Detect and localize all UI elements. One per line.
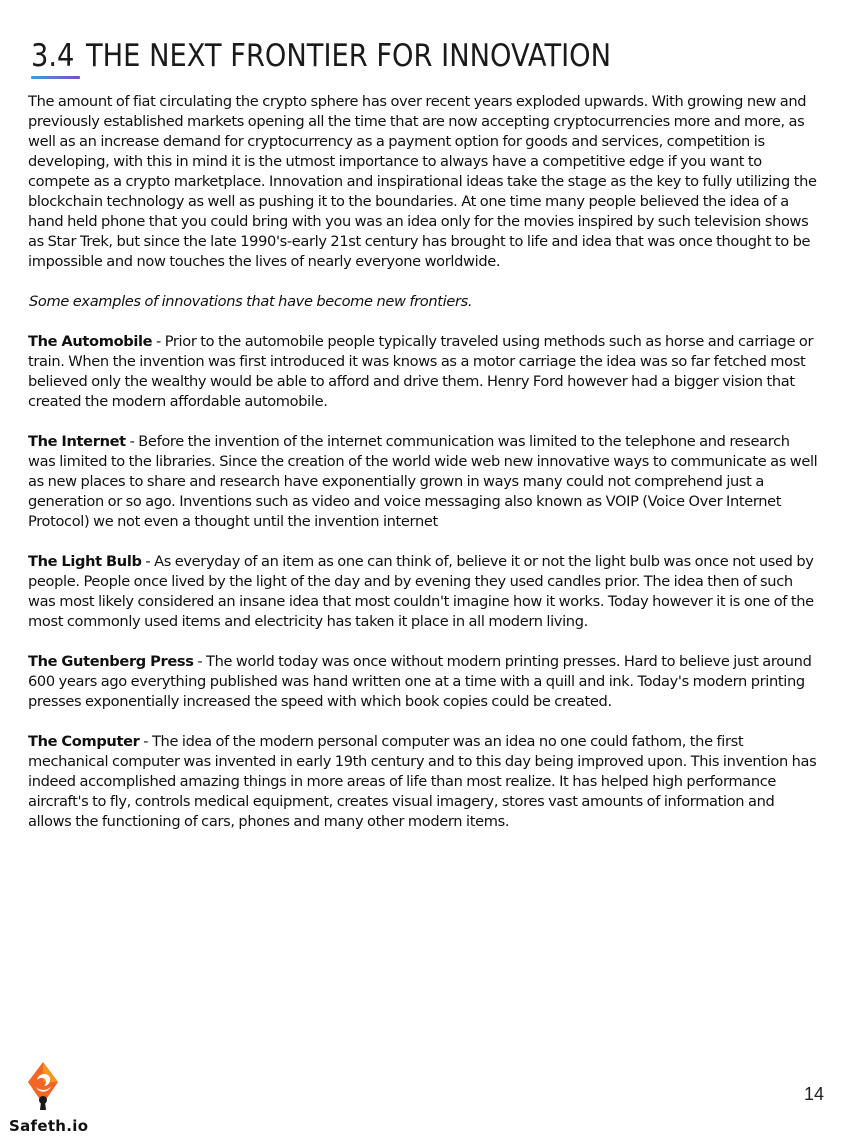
example-automobile (28, 332, 818, 412)
safeth-flame-logo-icon (24, 1060, 62, 1112)
example-text: - As everyday of an item as one can think of, believe it or not the light bulb was once not used by people. People once lived by the light of the day and by evening they used candles prior. The idea then of such was most likely considered an insane idea that most couldn't imagine how it works. Today however it is one of the most commonly used items and electricity has taken it place in all modern living. (28, 553, 814, 630)
example-term: The Light Bulb (28, 553, 142, 570)
example-internet (28, 432, 818, 532)
intro-paragraph: The amount of fiat circulating the crypto sphere has over recent years exploded upwards. With growing new and previously established markets opening all the time that are now accepting cryptocurrencies more and more, as well as an increase demand for cryptocurrency as a payment option for goods and services, competition is developing, with this in mind it is the utmost importance to always have a competitive edge if you want to compete as a crypto marketplace. Innovation and inspirational ideas take the stage as the key to fully utilizing the blockchain technology as well as pushing it to the boundaries. At one time many people believed the idea of a hand held phone that you could bring with you was an idea only for the movies inspired by such television shows as Star Trek, but since the late 1990's-early 21st century has brought to life and idea that was once thought to be impossible and now touches the lives of nearly everyone worldwide. (28, 93, 817, 270)
example-gutenberg-press (28, 652, 818, 712)
example-term: The Computer (28, 733, 140, 750)
examples-intro: Some examples of innovations that have become new frontiers. (29, 293, 473, 310)
example-text: - Before the invention of the internet communication was limited to the telephone and research was limited to the libraries. Since the creation of the world wide web new innovative ways to communicate as well as new places to share and research have exponentially grown in ways many could not comprehend just a generation or so ago. Inventions such as video and voice messaging also known as VOIP (Voice Over Internet Protocol) we not even a thought until the invention internet (28, 433, 818, 530)
section-header (31, 36, 831, 82)
example-light-bulb (28, 552, 818, 632)
example-text: - The world today was once without modern printing presses. Hard to believe just around 600 years ago everything published was hand written one at a time with a quill and ink. Today's modern printing presses exponentially increased the speed with which book copies could be created. (28, 653, 812, 710)
example-term: The Automobile (28, 333, 153, 350)
example-term: The Gutenberg Press (28, 653, 194, 670)
example-text: - Prior to the automobile people typically traveled using methods such as horse and carriage or train. When the invention was first introduced it was knows as a motor carriage the idea was so far fetched most believed only the wealthy would be able to afford and drive them. Henry Ford however had a bigger vision that created the modern affordable automobile. (28, 333, 814, 410)
section-number: 3.4 (31, 38, 75, 74)
example-text: - The idea of the modern personal computer was an idea no one could fathom, the first mechanical computer was invented in early 19th century and to this day being improved upon. This invention has indeed accomplished amazing things in more areas of life than most realize. It has helped high performance aircraft's to fly, controls medical equipment, creates visual imagery, stores vast amounts of information and allows the functioning of cars, phones and many other modern items. (28, 733, 817, 830)
document-body (28, 92, 818, 852)
section-title: THE NEXT FRONTIER FOR INNOVATION (86, 38, 612, 74)
title-underline (31, 76, 80, 79)
footer-brand: Safeth.io (9, 1117, 89, 1135)
example-computer (28, 732, 818, 832)
example-term: The Internet (28, 433, 126, 450)
page-number: 14 (804, 1084, 825, 1104)
